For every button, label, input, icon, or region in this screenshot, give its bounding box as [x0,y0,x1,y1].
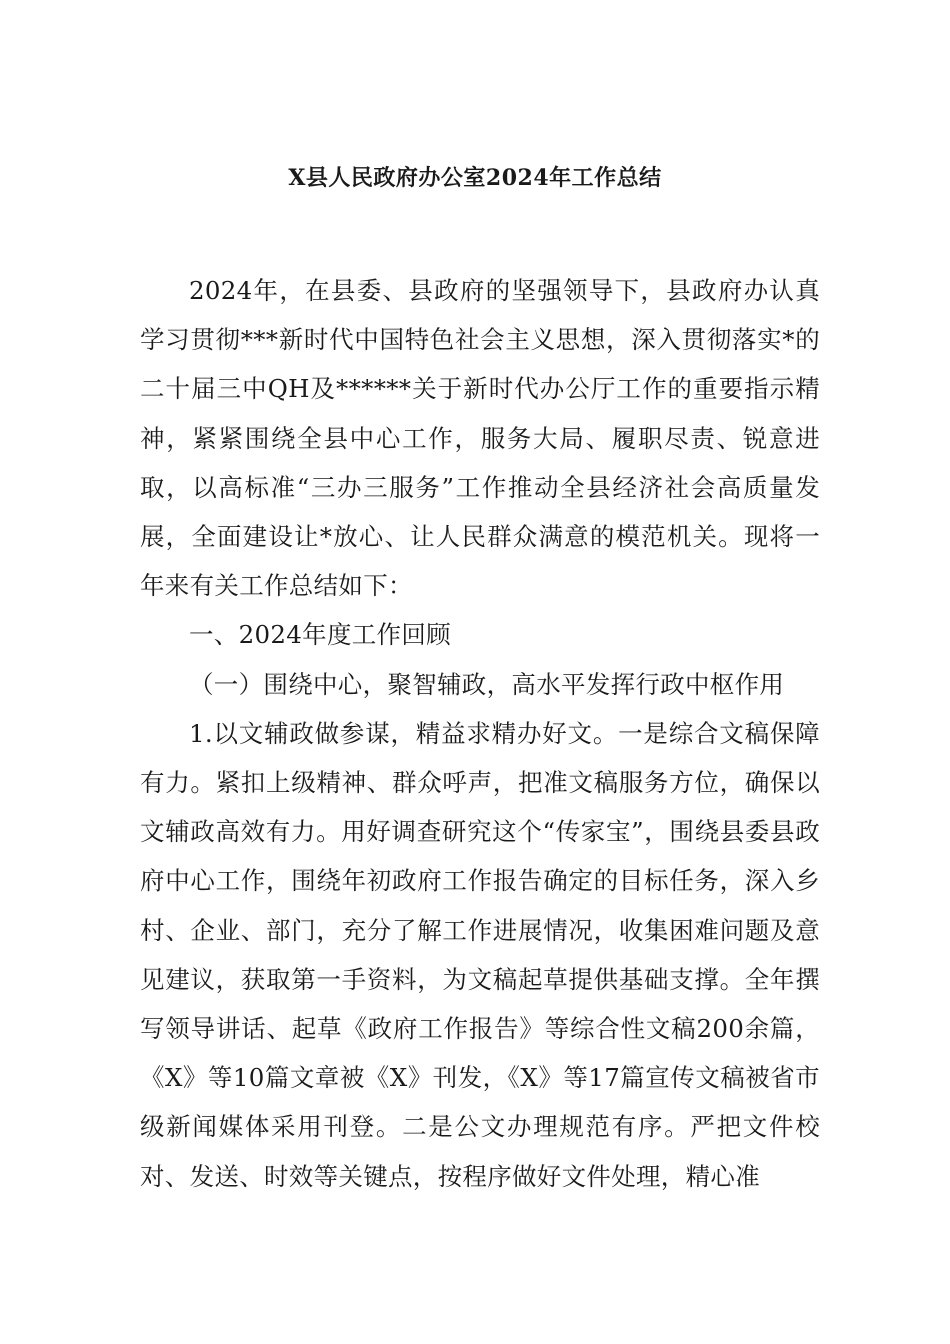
section-heading: 一、2024年度工作回顾 [189,620,451,650]
document-title: X县人民政府办公室2024年工作总结 [288,165,662,191]
intro-paragraph: 2024年，在县委、县政府的坚强领导下，县政府办认真学习贯彻***新时代中国特色社会主义思想，深入贯彻落实*的二十届三中QH及******关于新时代办公厅工作的重要指示精神，紧紧围绕全县中心工作，服务大局、履职尽责、锐意进取，以高标准“三办三服务”工作推动全县经济社会高质量发展，全面建设让*放心、让人民群众满意的模范机关。现将一年来有关工作总结如下： [140,276,820,601]
document-body [140,266,820,1201]
subsection-heading: （一）围绕中心，聚智辅政，高水平发挥行政中枢作用 [189,669,785,699]
body-paragraph: 1.以文辅政做参谋，精益求精办好文。一是综合文稿保障有力。紧扣上级精神、群众呼声，把准文稿服务方位，确保以文辅政高效有力。用好调查研究这个“传家宝”，围绕县委县政府中心工作，围绕年初政府工作报告确定的目标任务，深入乡村、企业、部门，充分了解工作进展情况，收集困难问题及意见建议，获取第一手资料，为文稿起草提供基础支撑。全年撰写领导讲话、起草《政府工作报告》等综合性文稿200余篇，《X》等10篇文章被《X》刊发，《X》等17篇宣传文稿被省市级新闻媒体采用刊登。二是公文办理规范有序。严把文件校对、发送、时效等关键点，按程序做好文件处理，精心准 [140,718,820,1191]
